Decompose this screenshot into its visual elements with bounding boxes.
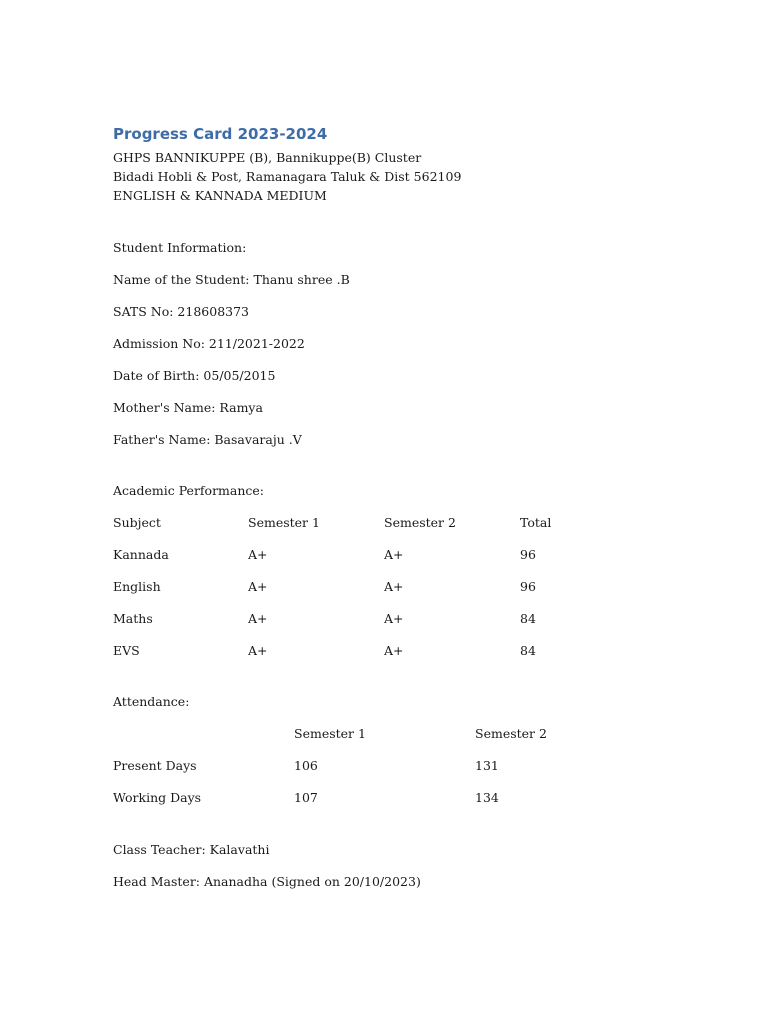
row-label: Present Days	[113, 758, 197, 773]
header-total: Total	[520, 515, 552, 530]
attendance-heading: Attendance:	[113, 694, 190, 709]
semester-1-cell: 107	[294, 790, 318, 805]
date-of-birth: Date of Birth: 05/05/2015	[113, 368, 276, 383]
header-subject: Subject	[113, 515, 161, 530]
father-name: Father's Name: Basavaraju .V	[113, 432, 302, 447]
row-label: Working Days	[113, 790, 202, 805]
header-semester-2: Semester 2	[475, 726, 547, 741]
academic-heading: Academic Performance:	[113, 483, 265, 498]
subject-cell: EVS	[113, 643, 140, 658]
total-cell: 84	[520, 643, 536, 658]
school-address: Bidadi Hobli & Post, Ramanagara Taluk & Dist 562109	[113, 169, 462, 184]
semester-2-cell: A+	[384, 547, 404, 562]
header-semester-1: Semester 1	[248, 515, 320, 530]
semester-2-cell: A+	[384, 611, 404, 626]
subject-cell: English	[113, 579, 161, 594]
sats-number: SATS No: 218608373	[113, 304, 250, 319]
semester-2-cell: 131	[475, 758, 499, 773]
school-name: GHPS BANNIKUPPE (B), Bannikuppe(B) Cluster	[113, 150, 422, 165]
subject-cell: Maths	[113, 611, 153, 626]
total-cell: 96	[520, 579, 536, 594]
semester-1-cell: A+	[248, 547, 268, 562]
header-semester-1: Semester 1	[294, 726, 366, 741]
head-master: Head Master: Ananadha (Signed on 20/10/2023)	[113, 874, 421, 889]
class-teacher: Class Teacher: Kalavathi	[113, 842, 270, 857]
semester-2-cell: A+	[384, 643, 404, 658]
admission-number: Admission No: 211/2021-2022	[113, 336, 305, 351]
mother-name: Mother's Name: Ramya	[113, 400, 263, 415]
semester-1-cell: A+	[248, 643, 268, 658]
header-semester-2: Semester 2	[384, 515, 456, 530]
page-title: Progress Card 2023-2024	[113, 125, 328, 143]
subject-cell: Kannada	[113, 547, 169, 562]
semester-2-cell: 134	[475, 790, 499, 805]
total-cell: 84	[520, 611, 536, 626]
student-info-heading: Student Information:	[113, 240, 247, 255]
semester-1-cell: 106	[294, 758, 318, 773]
semester-2-cell: A+	[384, 579, 404, 594]
total-cell: 96	[520, 547, 536, 562]
student-name: Name of the Student: Thanu shree .B	[113, 272, 350, 287]
school-medium: ENGLISH & KANNADA MEDIUM	[113, 188, 327, 203]
semester-1-cell: A+	[248, 611, 268, 626]
semester-1-cell: A+	[248, 579, 268, 594]
